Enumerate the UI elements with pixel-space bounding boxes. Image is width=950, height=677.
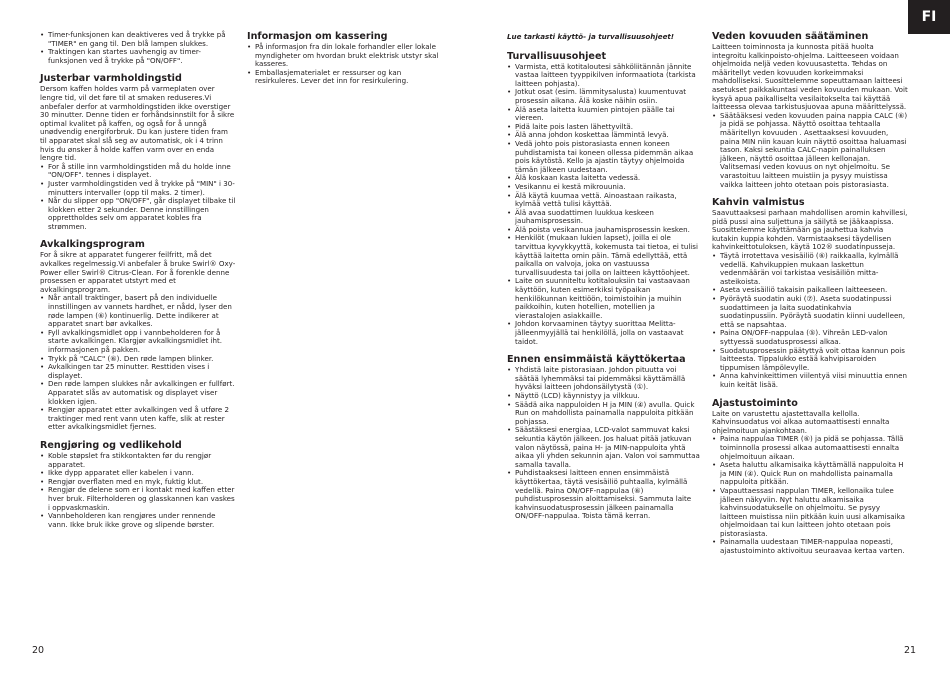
list-item: • Johdon korvaaminen täytyy suorittaa Melitta-jälleenmyyjällä tai henkilöllä, jolla on vastaavat taidot. [507,320,702,346]
section-text: Laite on varustettu ajastettavalla kellolla. Kahvinsuodatus voi alkaa automaattisesti ennalta ohjelmoituun ajankohtaan. [712,408,890,435]
column-right-2 [712,31,908,556]
list-item: • Aseta haluttu alkamisaika käyttämällä nappuloita H ja MIN (④). Quick Run on mahdollista painamalla nappuloita pitkään. [712,461,908,487]
list-item: • Rengjør apparatet etter avkalkingen ved å utføre 2 traktinger med rent vann uten kaffe, slik at rester etter avkalkingsmidlet fjernes. [40,406,236,432]
section-text: For å sikre at apparatet fungerer feilfritt, må det avkalkes regelmessig.Vi anbefaler å bruke Swirl® Oxy-Power eller Swirl® Citrus-Clean. For å forenkle denne prosessen er apparatet utstyrt med et avkalkingsprogram. [40,250,236,294]
list-item: • Rengjør de delene som er i kontakt med kaffen etter hver bruk. Filterholderen og glasskannen kan vaskes i oppvaskmaskin. [40,486,236,512]
list-item: • Vannbeholderen kan rengjøres under rennende vann. Ikke bruk ikke grove og slipende børster. [40,512,236,529]
section-title-water-hardness: Veden kovuuden säätäminen [712,31,869,42]
disposal-list [247,43,439,86]
section-text: Laitteen toiminnosta ja kunnosta pitää huolta integroitu kalkinpoisto-ohjelma. Laitteeseen voidaan ohjelmoida neljä veden kovuusastetta. Tehdas on määritellyt veden kovuuden korkeimmaksi mahdolliseksi. Suosittelemme sopeuttamaan laitteesi asetukset paikkakuntasi veden kovuuden mukaan. Voit kysyä apua paikalliselta vesilaitokselta tai käyttää laitteessa olevaa tarkistusjuovaa apuna määrittelyssä. [712,42,908,112]
section-text: Saavuttaaksesi parhaan mahdollisen aromin kahvillesi, pidä pussi aina suljettuna ja säilytä se jääkaapissa. Suosittelemme käyttämään ga jauhettua kahvia kutakin kuppia kohden. Varmistaaksesi täydellisen kahvinkeittotuloksen, käytä 102® suodatinpusseja. [712,208,908,252]
page-number-right: 21 [904,645,917,656]
list-item: • Säädä aika nappuloiden H ja MIN (④) avulla. Quick Run on mahdollista painamalla nappuloita pitkään pohjassa. [507,401,702,427]
column-right-1 [507,33,702,521]
list-item: • Vesikannu ei kestä mikrouunia. [507,183,702,192]
list-item: • Laite on suunniteltu kotitalouksiin tai vastaavaan käyttöön, kuten esimerkiksi työpaikan henkilökunnan keittiöön, toimistoihin ja muihin paikkoihin, kuten hotellien, motellien ja vierastalojen asiakkaille. [507,277,702,320]
list-item: • Näyttö (LCD) käynnistyy ja vilkkuu. [507,392,702,401]
list-item: • Emballasjematerialet er ressurser og kan resirkuleres. Lever det inn for resirkulering. [247,69,439,86]
list-item: • Avkalkingen tar 25 minutter. Resttiden vises i displayet. [40,363,236,380]
list-item: • Painamalla uudestaan TIMER-nappulaa nopeasti, ajastustoiminto aktivoituu seuraavaa kertaa varten. [712,538,908,555]
list-item: • Yhdistä laite pistorasiaan. Johdon pituutta voi säätää lyhemmäksi tai pidemmäksi käyttämällä hyväksi laitteen johdonsäilytystä (①). [507,366,702,392]
list-item: • Ikke dypp apparatet eller kabelen i vann. [40,469,236,478]
list-item: • Älä avaa suodattimen luukkua keskeen jauhamisprosessin. [507,209,702,226]
list-item: • For å stille inn varmholdingstiden må du holde inne "ON/OFF". tennes i displayet. [40,163,236,180]
list-item: • Når antall traktinger, basert på den individuelle innstillingen av vannets hardhet, er nådd, lyser den røde lampen (⑥) kontinuerlig. Dette indikerer at apparatet snart bør avkalkes. [40,294,236,328]
cleaning-list [40,452,236,529]
list-item: • Älä anna johdon koskettaa lämmintä levyä. [507,131,702,140]
timer-list [712,435,908,555]
list-item: • Juster varmholdingstiden ved å trykke på "MIN" i 30-minutters intervaller (opp til maks. 2 timer). [40,180,236,197]
list-item: • Pidä laite pois lasten lähettyviltä. [507,123,702,132]
list-item: • Paina nappulaa TIMER (⑥) ja pidä se pohjassa. Tällä toiminnolla prosessi alkaa automaattisesti ennalta ohjelmoituun aikaan. [712,435,908,461]
list-item: • Fyll avkalkingsmidlet opp i vannbeholderen for å starte avkalkingen. Klargjør avkalkingsmidlet iht. informasjonen på pakken. [40,329,236,355]
list-item: • Den røde lampen slukkes når avkalkingen er fullført. Apparatet slås av automatisk og displayet viser klokken igjen. [40,380,236,406]
list-item: • Timer-funksjonen kan deaktiveres ved å trykke på "TIMER" en gang til. Den blå lampen slukkes. [40,31,236,48]
water-hardness-list [712,112,908,189]
section-title-descaling: Avkalkingsprogram [40,239,145,251]
keep-warm-list [40,163,236,232]
list-item: • Säästäksesi energiaa, LCD-valot sammuvat kaksi sekuntia käytön jälkeen. Jos haluat pitää jatkuvan valon näytössä, paina H- ja MIN-nappuloita yhtä aikaa yli yhden sekunnin ajan. Valon voi sammuttaa samalla tavalla. [507,426,702,469]
timer-notes-list [40,31,236,65]
safety-list [507,63,702,347]
descaling-list [40,294,236,432]
list-item: • Koble støpslet fra stikkontakten før du rengjør apparatet. [40,452,236,469]
list-item: • Anna kahvinkeittimen viilentyä viisi minuuttia ennen kuin keität lisää. [712,372,908,389]
list-item: • Puhdistaaksesi laitteen ennen ensimmäistä käyttökertaa, täytä vesisäiliö puhtaalla, kylmällä vedellä. Paina ON/OFF-nappulaa (⑥) puhdistusprosessin aloittamiseksi. Sammuta laite kahvinsuodatusprosessin jälkeen painamalla ON/OFF-nappulaa. Toista tämä kerran. [507,469,702,521]
brewing-list [712,252,908,390]
list-item: • Traktingen kan startes uavhengig av timer-funksjonen ved å trykke på "ON/OFF". [40,48,236,65]
list-item: • Henkilöt (mukaan lukien lapset), joilla ei ole tarvittua kyvykkyyttä, kokemusta tai tietoa, ei tulisi käyttää laitetta omin päin. Tämä edellyttää, että paikalla on valvoja, joka on vastuussa turvallisuudesta tai jolla on laitteen käyttöohjeet. [507,234,702,277]
section-title-brewing: Kahvin valmistus [712,197,805,209]
section-title-keep-warm: Justerbar varmholdingstid [40,73,182,85]
list-item: • Älä koskaan kasta laitetta vedessä. [507,174,702,183]
language-tab: FI [908,0,950,34]
list-item: • Jotkut osat (esim. lämmitysalusta) kuumentuvat prosessin aikana. Älä koske näihin osiin. [507,88,702,105]
list-item: • Paina ON/OFF-nappulaa (⑤). Vihreän LED-valon syttyessä suodatusprosessi alkaa. [712,329,908,346]
list-item: • Älä aseta laitetta kuumien pintojen päälle tai viereen. [507,106,702,123]
section-title-disposal: Informasjon om kassering [247,31,388,42]
list-item: • På informasjon fra din lokale forhandler eller lokale myndigheter om hvordan brukt elektrisk utstyr skal kasseres. [247,43,439,69]
page-number-left: 20 [32,645,45,656]
list-item: • Älä poista vesikannua jauhamisprosessin kesken. [507,226,702,235]
list-item: • Aseta vesisäiliö takaisin paikalleen laitteeseen. [712,286,908,295]
list-item: • Trykk på "CALC" (⑥). Den røde lampen blinker. [40,355,236,364]
list-item: • Pyöräytä suodatin auki (⑦). Aseta suodatinpussi suodattimeen ja laita suodatinkahvia suodatinpussiin. Pyöräytä suodatin kiinni uudelleen, että se napsahtaa. [712,295,908,329]
column-left-2 [247,31,439,86]
column-left-1 [40,31,236,529]
list-item: • Vapauttaessasi nappulan TIMER, kellonaika tulee jälleen näkyviin. Nyt haluttu alkamisaika kahvinsuodatukselle on ohjelmoitu. Se pysyy laitteen muistissa niin pitkään kuin uusi alkamisaika ohjelmoidaan tai kun laitteen johto otetaan pois pistorasiasta. [712,487,908,539]
safety-lead: Lue tarkasti käyttö- ja turvallisuusohjeet! [507,32,675,41]
section-text: Dersom kaffen holdes varm på varmeplaten over lengre tid, vil det føre til at smaken reduseres.Vi anbefaler derfor at varmholdingstiden ikke overstiger 30 minutter. Denne tiden er forhåndsinnstilt for å sikre optimal kvalitet på kaffen, og også for å unngå unødvendig energiforbruk. Du kan justere tiden fram til apparatet skal slå seg av automatisk, ok i 4 trinn hvis du ønsker å holde kaffen varm over en enda lengre tid. [40,84,235,163]
list-item: • Säätääksesi veden kovuuden paina nappia CALC (⑥) ja pidä se pohjassa. Näyttö osoittaa tehtaalla määritellyn kovuuden . Asettaaksesi kovuuden, paina MIN niin kauan kuin näyttö osoittaa haluamasi tason. Kaksi sekuntia CALC-napin painalluksen jälkeen, näyttö osoittaa jälleen kellonajan. Valitsemasi veden kovuus on nyt ohjelmoitu. Se varastoituu laitteen muistiin ja pysyy muistissa vaikka laitteen johto otetaan pois pistorasiasta. [712,112,908,189]
list-item: • Rengjør overflaten med en myk, fuktig klut. [40,478,236,487]
section-title-first-use: Ennen ensimmäistä käyttökertaa [507,354,686,366]
list-item: • Varmista, että kotitaloutesi sähköliitännän jännite vastaa laitteen tyyppikilven informaatiota (tarkista laitteen pohjasta). [507,63,702,89]
first-use-list [507,366,702,521]
section-title-cleaning: Rengjøring og vedlikehold [40,439,182,451]
section-title-timer: Ajastustoiminto [712,397,798,409]
list-item: • Når du slipper opp "ON/OFF", går displayet tilbake til klokken etter 2 sekunder. Denne innstillingen opprettholdes selv om apparatet kobles fra strømmen. [40,197,236,231]
section-title-safety: Turvallisuusohjeet [507,50,607,62]
list-item: • Vedä johto pois pistorasiasta ennen koneen puhdistamista tai koneen ollessa pidemmän aikaa pois käytöstä. Kello ja ajastin täytyy ohjelmoida tämän jälkeen uudestaan. [507,140,702,174]
list-item: • Täytä irrotettava vesisäiliö (⑥) raikkaalla, kylmällä vedellä. Kahvikuppien mukaan laskettun vedenmäärän voi tarkistaa vesisäiliön mitta-asteikoista. [712,252,908,286]
list-item: • Älä käytä kuumaa vettä. Ainoastaan raikasta, kylmää vettä tulisi käyttää. [507,192,702,209]
list-item: • Suodatusprosessin päätyttyä voit ottaa kannun pois laitteesta. Tippalukko estää kahvipisaroiden tippumisen lämpölevylle. [712,347,908,373]
